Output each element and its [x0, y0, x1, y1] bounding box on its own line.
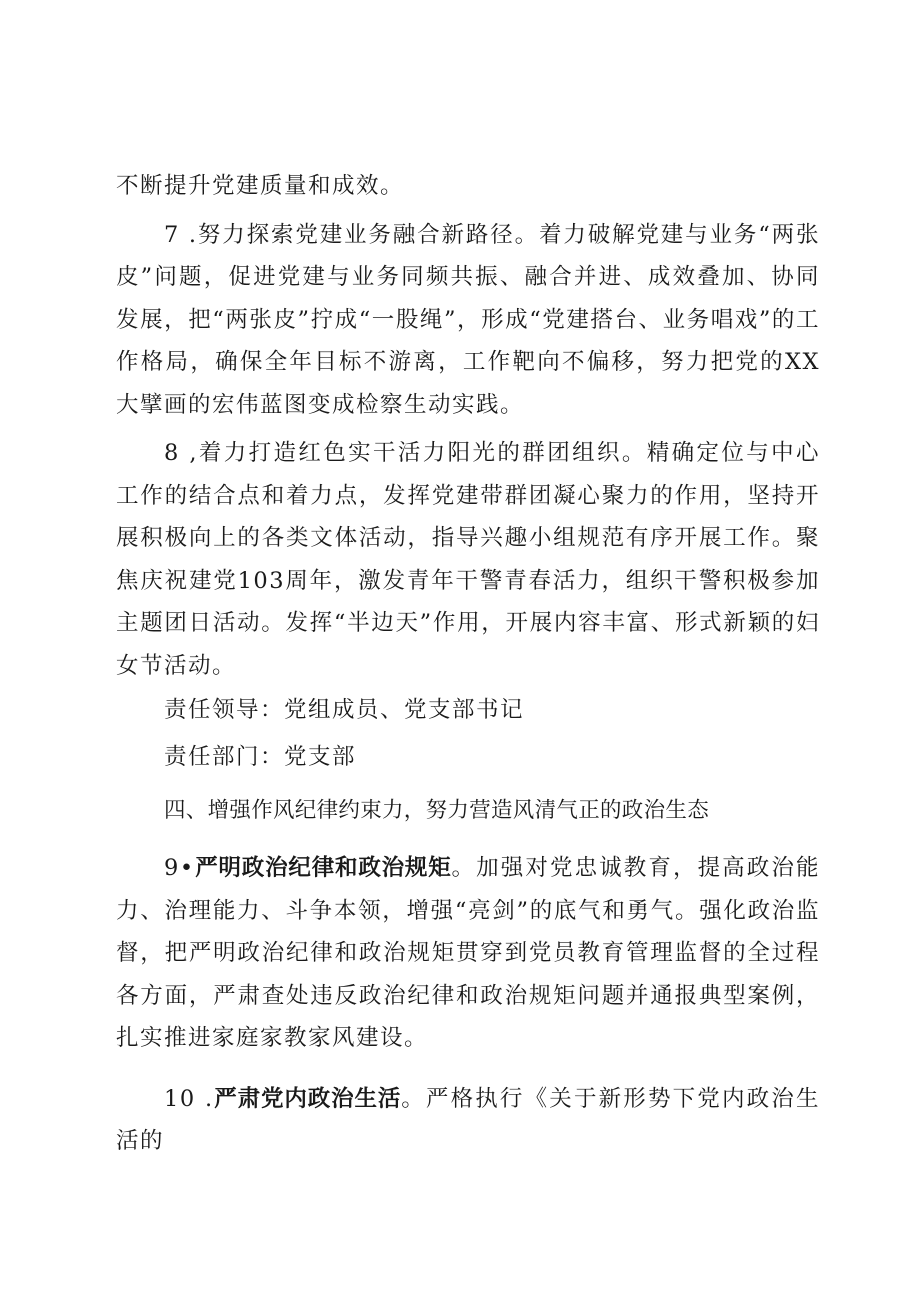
item-10-paragraph — [116, 1078, 820, 1163]
section-4-heading: 四、增强作风纪律约束力，努力营造风清气正的政治生态 — [164, 798, 710, 823]
document-body — [116, 165, 820, 1163]
item-10-number: 10 . — [164, 1085, 214, 1112]
item-9-number: 9• — [164, 855, 195, 881]
item-8-text: 着力打造红色实干活力阳光的群团组织。精确定位与中心工作的结合点和着力点，发挥党建带群团凝心聚力的作用，坚持开展积极向上的各类文体活动，指导兴趣小组规范有序开展工作。聚焦庆祝建党103周年，激发青年干警青春活力，组织干警积极参加主题团日活动。发挥“半边天”作用，开展内容丰富、形式新颖的妇女节活动。 — [116, 440, 820, 679]
item-9-text: 。加强对党忠诚教育，提高政治能力、治理能力、斗争本领，增强“亮剑”的底气和勇气。强化政治监督，把严明政治纪律和政治规矩贯穿到党员教育管理监督的全过程各方面，严肃查处违反政治纪律和政治规矩问题并通报典型案例，扎实推进家庭家教家风建设。 — [116, 855, 820, 1051]
item-8-number: 8 , — [164, 440, 198, 466]
responsible-department: 责任部门：党支部 — [164, 744, 357, 770]
item-10-text: 。严格执行《关于新形势下党内政治生活的 — [116, 1085, 820, 1154]
item-8-paragraph — [116, 432, 820, 687]
item-9-paragraph — [116, 847, 820, 1060]
item-10-lead: 严肃党内政治生活 — [213, 1085, 402, 1112]
responsible-leader: 责任领导：党组成员、党支部书记 — [164, 697, 525, 723]
item-7-number: 7 . — [164, 221, 198, 248]
paragraph-continued: 不断提升党建质量和成效。 — [116, 173, 405, 199]
item-7-text: 努力探索党建业务融合新路径。着力破解党建与业务“两张皮”问题，促进党建与业务同频共振、融合并进、成效叠加、协同发展，把“两张皮”拧成“一股绳”，形成“党建搭台、业务唱戏”的工作格局，确保全年目标不游离，工作靶向不偏移，努力把党的XX大擘画的宏伟蓝图变成检察生动实践。 — [116, 221, 820, 418]
item-7-paragraph — [116, 214, 820, 427]
item-9-lead: 严明政治纪律和政治规矩 — [194, 855, 452, 881]
